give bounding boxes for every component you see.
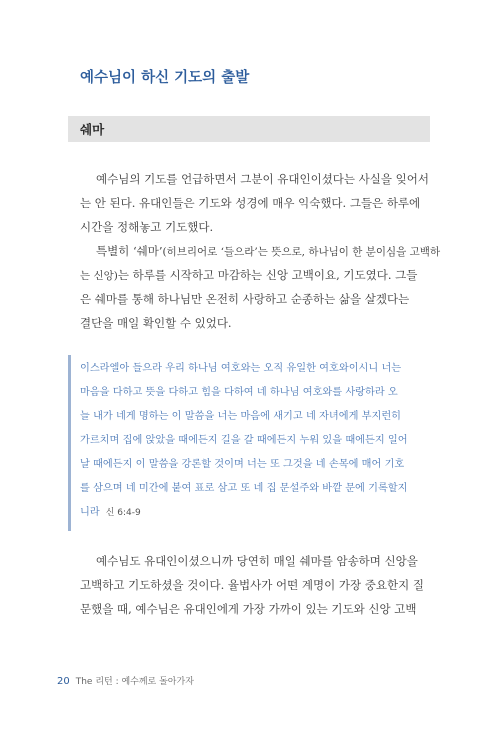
para2-line-3: 은 쉐마를 통해 하나님만 온전히 사랑하고 순종하는 삶을 살겠다는 [80, 292, 410, 306]
para2-line-1-gloss: (히브리어로 ‘들으라’는 뜻으로, 하나님이 한 분이심을 고백하 [162, 246, 441, 258]
quote-line-3: 늘 내가 네게 명하는 이 말씀을 너는 마음에 새기고 네 자녀에게 부지런히 [80, 411, 402, 422]
para3-line-3: 문했을 때, 예수님은 유대인에게 가장 가까이 있는 기도와 신앙 고백 [80, 602, 417, 616]
para2-line-1-main: 특별히 ‘쉐마’ [96, 244, 163, 258]
para3-line-2: 고백하고 기도하셨을 것이다. 율법사가 어떤 계명이 가장 중요한지 질 [80, 578, 424, 592]
quote-line-2: 마음을 다하고 뜻을 다하고 힘을 다하여 네 하나님 여호와를 사랑하라 오 [80, 387, 398, 398]
page-number: 20 [57, 676, 70, 687]
para1-line-3: 시간을 정해놓고 기도했다. [80, 220, 214, 234]
para2-line-2 [80, 270, 417, 282]
para2-line-2-gloss: 는 신앙) [80, 270, 118, 282]
subhead-background [68, 116, 430, 142]
para1-line-2: 는 안 된다. 유대인들은 기도와 성경에 매우 익숙했다. 그들은 하루에 [80, 196, 421, 210]
quote-bar [68, 355, 71, 531]
para1-line-1: 예수님의 기도를 언급하면서 그분이 유대인이셨다는 사실을 잊어서 [96, 172, 429, 186]
scripture-reference: 신 6:4-9 [105, 508, 141, 518]
para2-line-2-main: 는 하루를 시작하고 마감하는 신앙 고백이요, 기도였다. 그들 [117, 268, 418, 282]
quote-line-5: 날 때에든지 이 말씀을 강론할 것이며 너는 또 그것을 네 손목에 매어 기호 [80, 459, 405, 470]
subhead-title: 쉐마 [80, 122, 105, 137]
running-title: The 리턴 : 예수께로 돌아가자 [75, 677, 194, 687]
quote-line-7-text: 니라 [80, 507, 100, 518]
section-title: 예수님이 하신 기도의 출발 [80, 70, 250, 86]
para2-line-1 [96, 246, 440, 258]
quote-line-6: 를 삼으며 네 미간에 붙여 표로 삼고 또 네 집 문설주와 바깥 문에 기록할지 [80, 483, 408, 494]
para3-line-1: 예수님도 유대인이셨으니까 당연히 매일 쉐마를 암송하며 신앙을 [96, 554, 418, 568]
para2-line-4: 결단을 매일 확인할 수 있었다. [80, 316, 232, 330]
quote-line-4: 가르치며 집에 앉았을 때에든지 길을 갈 때에든지 누워 있을 때에든지 일어 [80, 435, 408, 446]
quote-line-7 [80, 508, 141, 518]
page-footer [57, 674, 194, 687]
quote-line-1: 이스라엘아 들으라 우리 하나님 여호와는 오직 유일한 여호와이시니 너는 [80, 363, 402, 374]
